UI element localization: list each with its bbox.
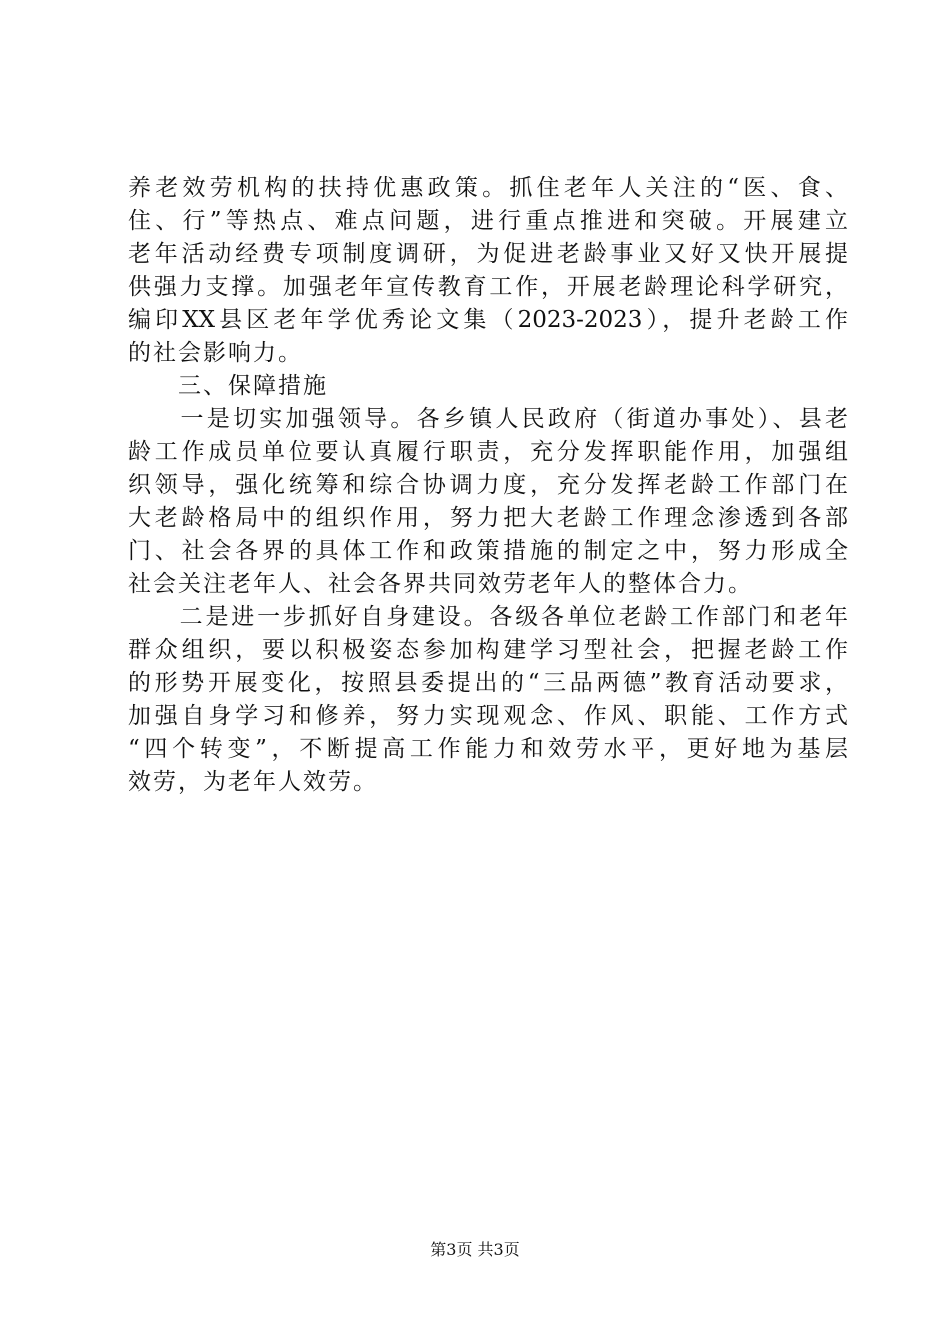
body-line: 效劳，为老年人效劳。 bbox=[128, 769, 378, 795]
body-line: 大老龄格局中的组织作用，努力把大老龄工作理念渗透到各部 bbox=[128, 505, 848, 531]
body-line: 的形势开展变化，按照县委提出的“三品两德”教育活动要求， bbox=[128, 670, 848, 696]
body-line: 织领导，强化统筹和综合协调力度，充分发挥老龄工作部门在 bbox=[128, 472, 848, 498]
body-line: 住、行”等热点、难点问题，进行重点推进和突破。开展建立 bbox=[128, 208, 848, 234]
body-line: 老年活动经费专项制度调研，为促进老龄事业又好又快开展提 bbox=[128, 241, 848, 267]
page-number: 第3页 共3页 bbox=[430, 1240, 520, 1259]
body-line: 龄工作成员单位要认真履行职责，充分发挥职能作用，加强组 bbox=[128, 439, 848, 465]
body-line: 供强力支撑。加强老年宣传教育工作，开展老龄理论科学研究， bbox=[128, 274, 848, 300]
body-line: 群众组织，要以积极姿态参加构建学习型社会，把握老龄工作 bbox=[128, 637, 848, 663]
body-line: 一是切实加强领导。各乡镇人民政府（街道办事处）、县老 bbox=[128, 406, 848, 432]
body-line: 社会关注老年人、社会各界共同效劳老年人的整体合力。 bbox=[128, 571, 753, 597]
body-line: 养老效劳机构的扶持优惠政策。抓住老年人关注的“医、食、 bbox=[128, 175, 848, 201]
body-line: 门、社会各界的具体工作和政策措施的制定之中，努力形成全 bbox=[128, 538, 848, 564]
document-body bbox=[128, 172, 848, 799]
body-line: “四个转变”，不断提高工作能力和效劳水平，更好地为基层 bbox=[128, 736, 848, 762]
section-heading: 三、保障措施 bbox=[128, 373, 328, 399]
body-line: 加强自身学习和修养，努力实现观念、作风、职能、工作方式 bbox=[128, 703, 848, 729]
body-line: 二是进一步抓好自身建设。各级各单位老龄工作部门和老年 bbox=[128, 604, 848, 630]
body-line: 编印XX县区老年学优秀论文集（2023-2023），提升老龄工作 bbox=[128, 307, 848, 333]
body-line: 的社会影响力。 bbox=[128, 340, 303, 366]
